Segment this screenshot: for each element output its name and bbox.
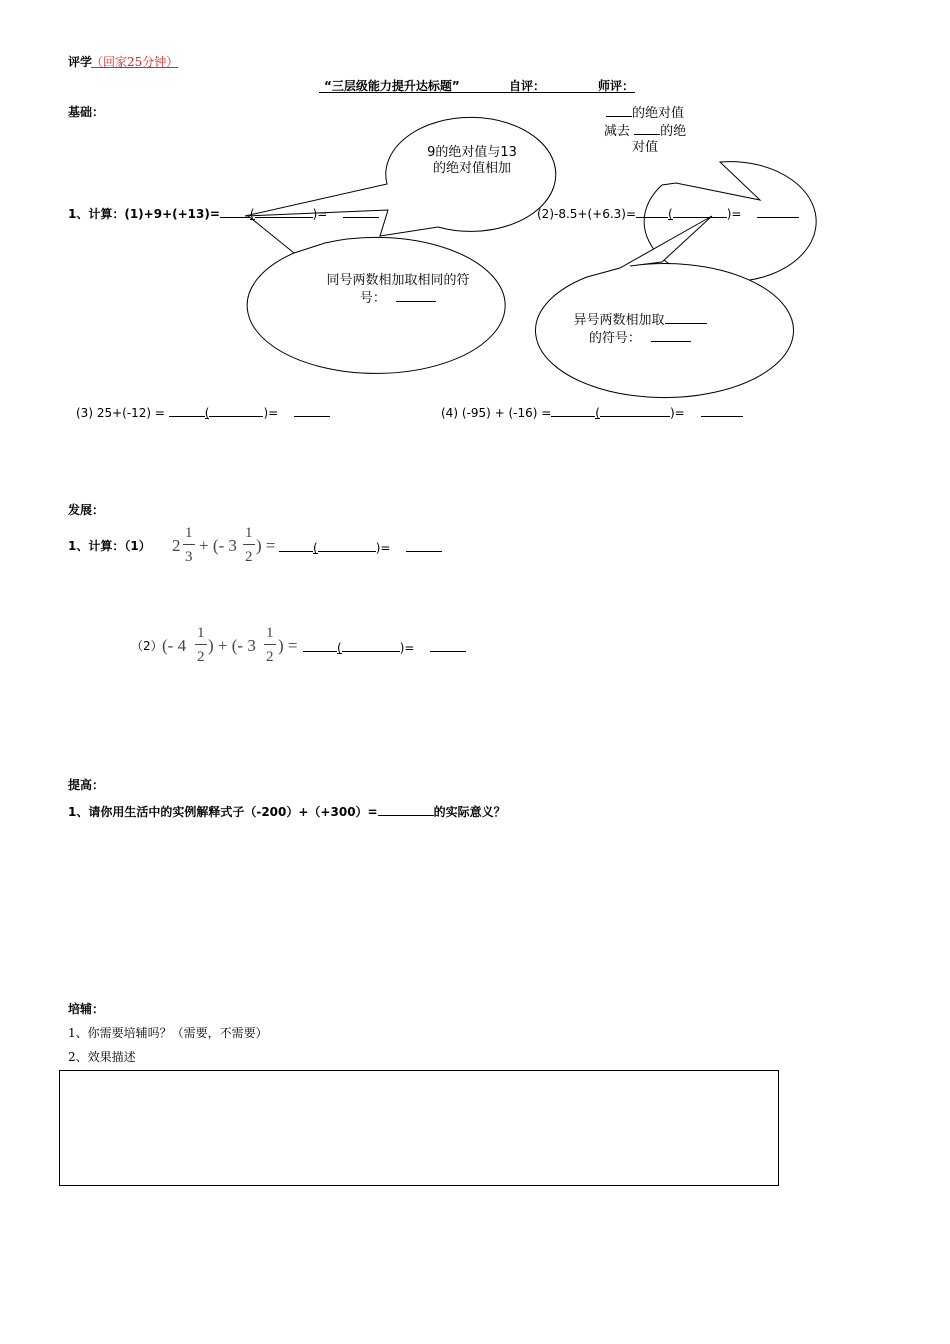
develop-q1-num2: 1 [245, 525, 253, 541]
bubble-same-sign-text [308, 273, 488, 307]
basic-q3-answer[interactable] [294, 404, 330, 417]
improve-q1-blank[interactable] [378, 803, 434, 816]
develop-heading: 发展： [68, 503, 105, 517]
tutoring-q2: 2、效果描述 [68, 1050, 136, 1064]
basic-q4-blank1[interactable] [551, 404, 595, 417]
bubble-same-sign-line1: 同号两数相加取相同的符 [326, 273, 470, 288]
bubble-same-sign-line2 [308, 289, 488, 307]
develop-q1-den1: 3 [185, 549, 193, 565]
basic-q2-answer[interactable] [757, 205, 799, 218]
header-time-note: （回家25分钟） [91, 55, 179, 69]
develop-q2-blank1[interactable] [303, 639, 337, 652]
basic-q2-paren-open: ( [668, 207, 673, 221]
basic-heading: 基础： [68, 105, 105, 119]
develop-q2-blanks [303, 639, 466, 655]
develop-q1-blank1[interactable] [279, 539, 313, 552]
self-eval-label: 自评： [509, 79, 546, 93]
develop-q1-mid: + (- 3 [199, 536, 237, 555]
develop-q1-end: ) = [256, 536, 276, 555]
basic-q3-blank2[interactable] [209, 404, 263, 417]
basic-q1-paren-close: )= [312, 207, 328, 221]
develop-q2-label: （2） [131, 639, 163, 653]
develop-q2-num2: 1 [266, 625, 274, 641]
basic-q1 [68, 205, 379, 221]
develop-q2-end: ) = [278, 636, 298, 655]
develop-q1-paren-open: ( [313, 541, 318, 555]
bubble-diff-sign-text [560, 311, 720, 347]
improve-q1 [68, 803, 506, 819]
bubble-abs-diff-line2-suffix: 的绝 [660, 124, 687, 139]
basic-q3-blank1[interactable] [169, 404, 205, 417]
improve-q1-prefix: 1、请你用生活中的实例解释式子（-200）+（+300）= [68, 805, 378, 819]
basic-q4-answer[interactable] [701, 404, 743, 417]
bubble-diff-sign-blank2[interactable] [651, 329, 691, 342]
improve-heading: 提高： [68, 778, 105, 792]
bubble-diff-sign-blank1[interactable] [665, 311, 707, 324]
bubble-diff-sign-line1 [560, 311, 720, 329]
bubble-same-sign-line2-text: 号： [359, 291, 386, 306]
bubble-abs-diff-line1-text: 的绝对值 [631, 106, 684, 121]
bubble-abs-diff-line2 [585, 122, 705, 140]
improve-q1-suffix: 的实际意义？ [433, 805, 506, 819]
bubble-abs-sum-line1: 9的绝对值与13 [427, 145, 517, 160]
bubble-abs-diff-blank2[interactable] [634, 122, 660, 135]
develop-q1-whole1: 2 [172, 536, 181, 555]
header-label: 评学 [68, 55, 93, 69]
basic-q4-blank2[interactable] [600, 404, 670, 417]
develop-q2-paren-open: ( [337, 641, 342, 655]
basic-q4-paren-open: ( [595, 406, 600, 420]
bubble-abs-sum-line2: 的绝对值相加 [432, 161, 511, 176]
bubble-abs-diff-line3: 对值 [631, 140, 658, 155]
basic-q2 [537, 205, 799, 221]
develop-q1-fraction1 [183, 526, 195, 566]
develop-q1-bar2 [243, 544, 255, 545]
basic-q2-prefix: (2)-8.5+(+6.3)= [537, 207, 637, 221]
develop-q1-paren-close: )= [375, 541, 391, 555]
basic-q4-paren-close: )= [669, 406, 685, 420]
develop-q1-blanks [279, 539, 442, 555]
bubble-diff-sign-line1-text: 异号两数相加取 [573, 313, 665, 328]
develop-q2-blank2[interactable] [342, 639, 400, 652]
bubble-diff-sign-line2-text: 的符号： [588, 331, 641, 346]
basic-q1-answer[interactable] [343, 205, 379, 218]
basic-q2-paren-close: )= [726, 207, 742, 221]
basic-q3-prefix: (3) 25+(-12) = [76, 406, 169, 420]
develop-q2-paren-close: )= [399, 641, 415, 655]
develop-q2-den1: 2 [197, 649, 205, 665]
develop-q1-answer[interactable] [406, 539, 442, 552]
basic-q4 [441, 404, 743, 420]
tutoring-q1: 1、你需要培辅吗？（需要，不需要） [68, 1026, 268, 1040]
effect-description-box[interactable] [59, 1070, 779, 1186]
bubble-abs-sum-text [413, 145, 531, 177]
bubble-diff-sign-line2 [560, 329, 720, 347]
worksheet-title: “三层级能力提升达标题” [324, 79, 460, 93]
develop-q1-den2: 2 [245, 549, 253, 565]
basic-q2-blank1[interactable] [636, 205, 668, 218]
bubble-abs-diff-text [585, 104, 705, 156]
develop-q2-bar1 [195, 644, 207, 645]
develop-q1-num1: 1 [185, 525, 193, 541]
bubble-same-sign-blank[interactable] [396, 289, 436, 302]
bubble-abs-diff-blank1[interactable] [606, 104, 632, 117]
basic-q1-prefix: 1、计算：(1)+9+(+13)= [68, 207, 220, 221]
bubble-abs-diff-line2-prefix: 减去 [603, 124, 630, 139]
bubble-abs-diff-line1 [585, 104, 705, 122]
develop-q1-label: 1、计算：（1） [68, 539, 151, 553]
basic-q1-blank1[interactable] [220, 205, 250, 218]
develop-q2-den2: 2 [266, 649, 274, 665]
develop-q2-answer[interactable] [430, 639, 466, 652]
develop-q2-fraction1 [195, 626, 207, 666]
tutoring-heading: 培辅： [68, 1002, 105, 1016]
develop-q1-fraction2 [243, 526, 255, 566]
develop-q2-bar2 [264, 644, 276, 645]
basic-q3-paren-open: ( [204, 406, 210, 420]
develop-q1-bar1 [183, 544, 195, 545]
develop-q2-fraction2 [264, 626, 276, 666]
basic-q3-paren-close: )= [263, 406, 279, 420]
teacher-eval-label: 师评： [598, 79, 635, 93]
basic-q2-blank2[interactable] [673, 205, 727, 218]
develop-q2-start: (- 4 [162, 636, 187, 655]
develop-q2-num1: 1 [197, 625, 205, 641]
basic-q4-prefix: (4) (-95) + (-16) = [441, 406, 552, 420]
header-underline [319, 92, 635, 93]
basic-q1-paren-open: ( [249, 207, 255, 221]
develop-q2-mid: ) + (- 3 [208, 636, 256, 655]
basic-q1-blank2[interactable] [255, 205, 313, 218]
develop-q1-blank2[interactable] [318, 539, 376, 552]
basic-q3 [76, 404, 330, 420]
